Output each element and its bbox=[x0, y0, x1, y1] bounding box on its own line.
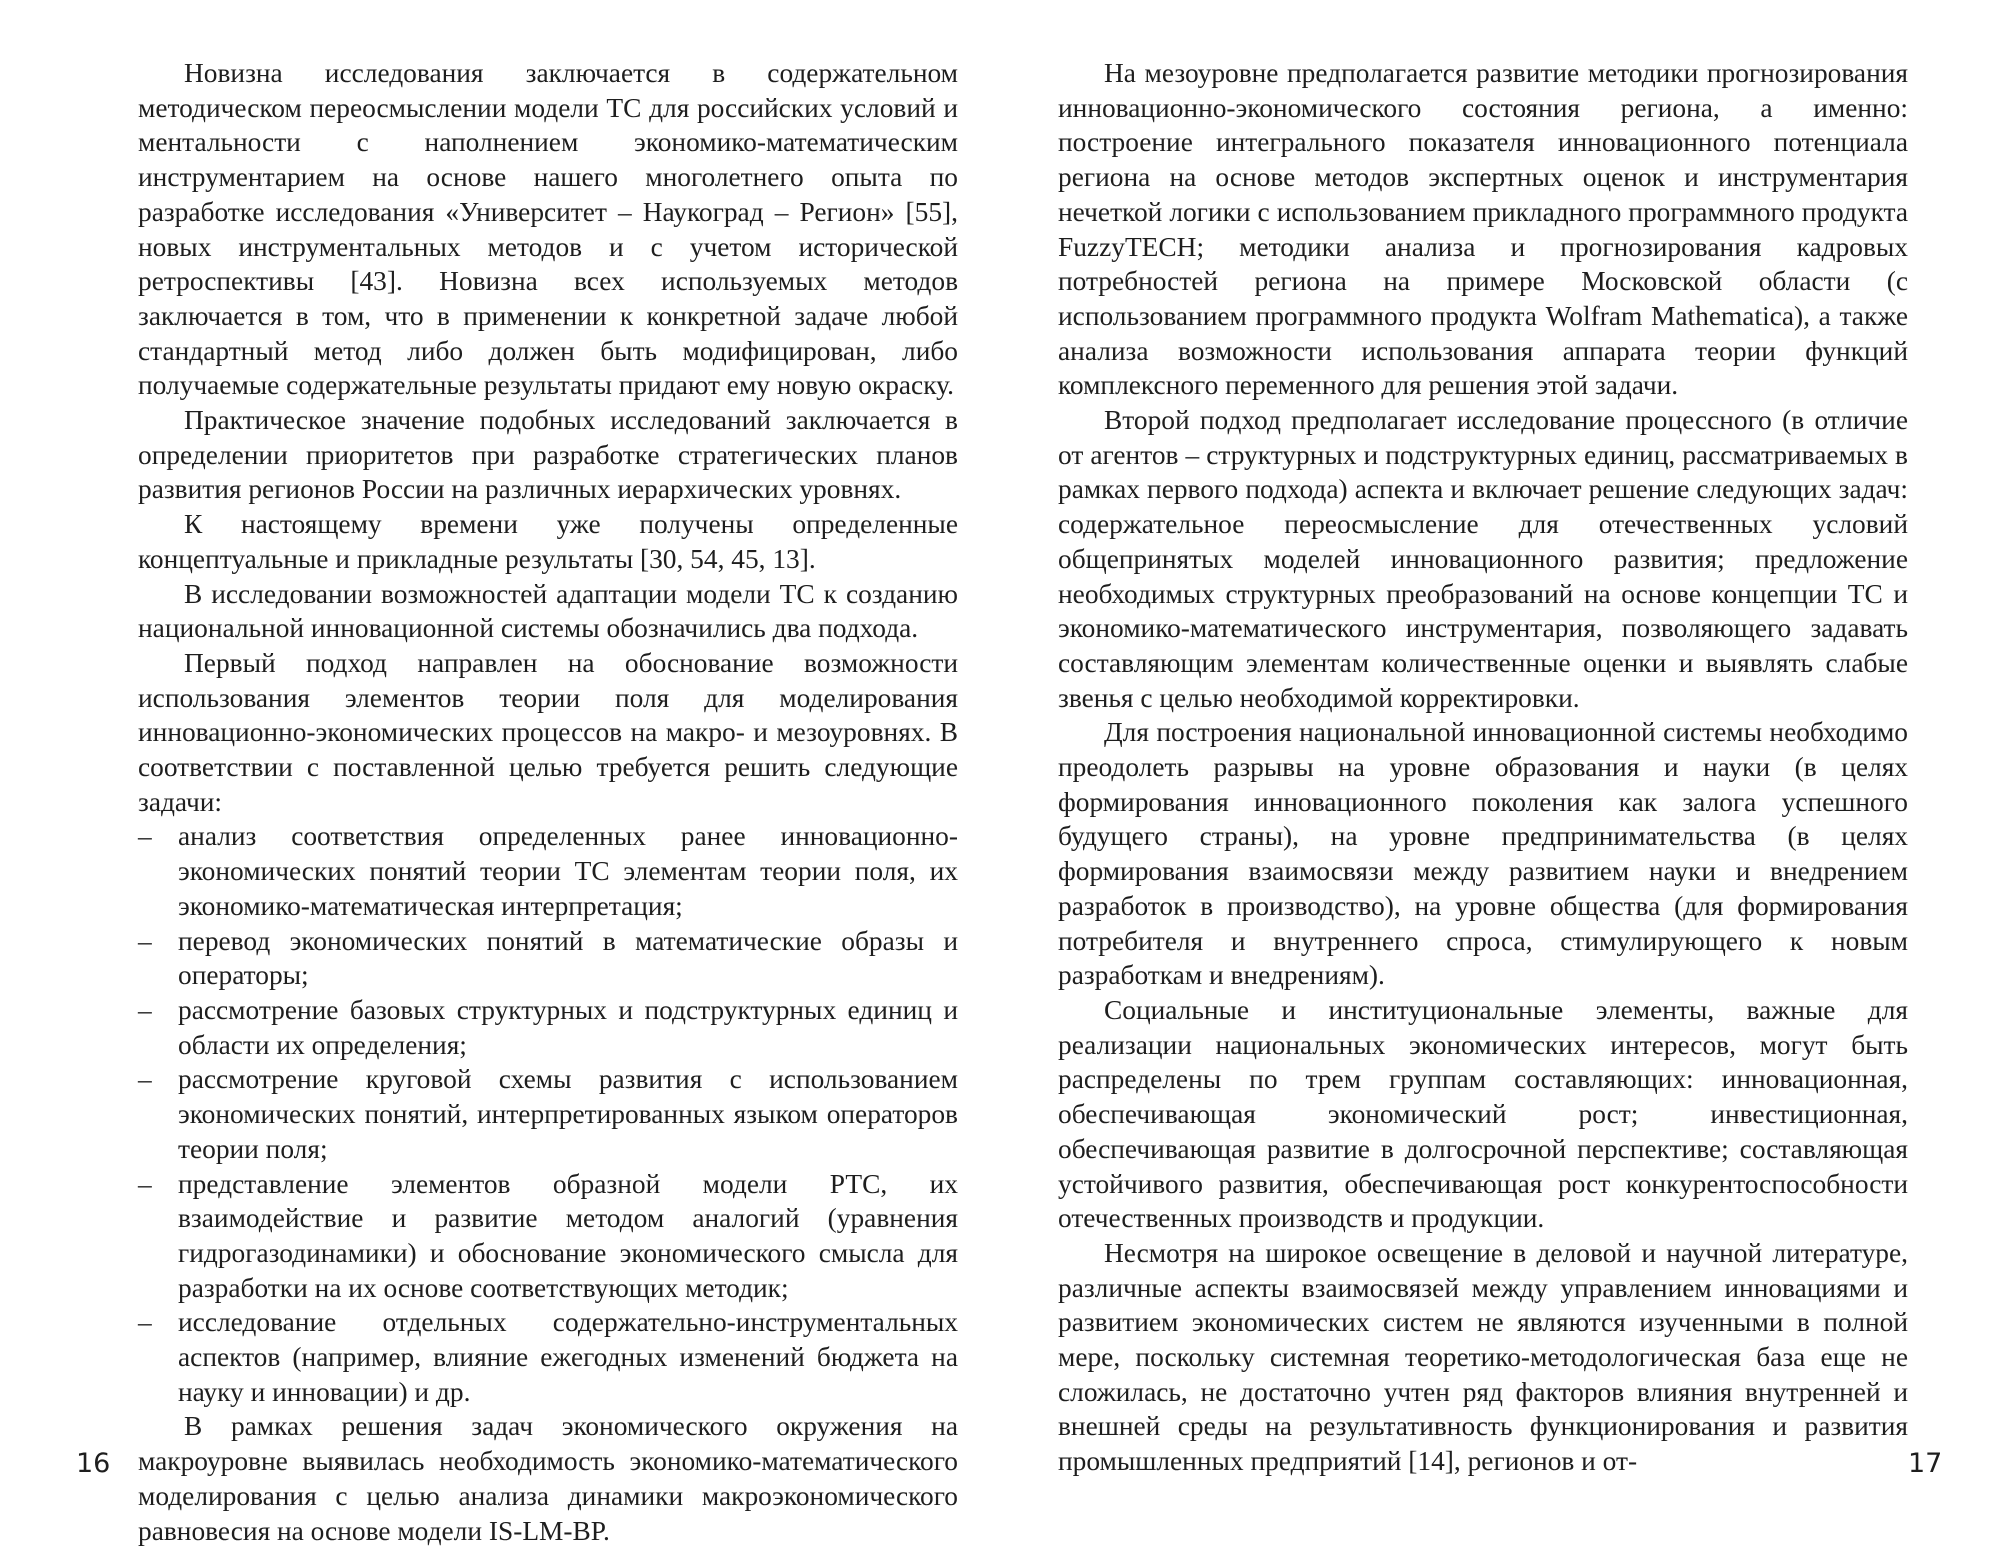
list-item: – перевод экономических понятий в математические образы и операторы; bbox=[138, 924, 958, 993]
list-item: – исследование отдельных содержательно-инструментальных аспектов (например, влияние ежегодных изменений бюджета на науку и инновации) и др. bbox=[138, 1305, 958, 1409]
right-page-text bbox=[1058, 56, 1908, 1479]
paragraph-two-approaches: В исследовании возможностей адаптации модели ТС к созданию национальной инновационной системы обозначились два подхода. bbox=[138, 578, 958, 644]
left-page bbox=[0, 0, 1000, 1546]
paragraph-national-system: Для построения национальной инновационной системы необходимо преодолеть разрывы на уровне образования и науки (в целях формирования инновационного поколения как залога успешного будущего страны), на уровне предпринимательства (в целях формирования взаимосвязи между развитием науки и внедрением разработок в производство), на уровне общества (для формирования потребителя и внутреннего спроса, стимулирующего к новым разработкам и внедрениям). bbox=[1058, 717, 1908, 991]
paragraph-first-approach: Первый подход направлен на обоснование возможности использования элементов теории поля для моделирования инновационно-экономических процессов на макро- и мезоуровнях. В соответствии с поставленной целью требуется решить следующие задачи: bbox=[138, 647, 958, 817]
list-item: – рассмотрение круговой схемы развития с использованием экономических понятий, интерпретированных языком операторов теории поля; bbox=[138, 1062, 958, 1166]
paragraph-results: К настоящему времени уже получены определенные концептуальные и прикладные результаты [30, 54, 45, 13]. bbox=[138, 509, 958, 574]
paragraph-practical-value: Практическое значение подобных исследований заключается в определении приоритетов при разработке стратегических планов развития регионов России на различных иерархических уровнях. bbox=[138, 405, 958, 505]
paragraph-macro-level: В рамках решения задач экономического окружения на макроуровне выявилась необходимость экономико-математического моделирования с целью анализа динамики макроэкономического равновесия на основе модели IS-LM-BP. bbox=[138, 1411, 958, 1546]
list-item: – анализ соответствия определенных ранее инновационно-экономических понятий теории ТС элементам теории поля, их экономико-математическая интерпретация; bbox=[138, 819, 958, 923]
paragraph-meso-level: На мезоуровне предполагается развитие методики прогнозирования инновационно-экономического состояния региона, а именно: построение интегрального показателя инновационного потенциала региона на основе методов экспертных оценок и инструментария нечеткой логики с использованием прикладного программного продукта FuzzyTECH; методики анализа и прогнозирования кадровых потребностей региона на примере Московской области (с использованием программного продукта Wolfram Mathematica), а также анализа возможности использования аппарата теории функций комплексного переменного для решения этой задачи. bbox=[1058, 58, 1908, 401]
right-page bbox=[1000, 0, 2000, 1546]
paragraph-literature: Несмотря на широкое освещение в деловой и научной литературе, различные аспекты взаимосвязей между управлением инновациями и развитием экономических систем не являются изученными в полной мере, поскольку системная теоретико-методологическая база еще не сложилась, не достаточно учтен ряд факторов влияния внутренней и внешней среды на результативность функционирования и развития промышленных предприятий [14], регионов и от- bbox=[1058, 1237, 1908, 1477]
page-number-left: 16 bbox=[76, 1448, 111, 1479]
task-list bbox=[138, 819, 958, 1409]
paragraph-novelty: Новизна исследования заключается в содержательном методическом переосмыслении модели ТС для российских условий и ментальности с наполнением экономико-математическим инструментарием на основе нашего многолетнего опыта по разработке исследования «Университет – Наукоград – Регион» [55], новых инструментальных методов и с учетом исторической ретроспективы [43]. Новизна всех используемых методов заключается в том, что в применении к конкретной задаче любой стандартный метод либо должен быть модифицирован, либо получаемые содержательные результаты придают ему новую окраску. bbox=[138, 58, 958, 401]
paragraph-second-approach: Второй подход предполагает исследование процессного (в отличие от агентов – структурных и подструктурных единиц, рассматриваемых в рамках первого подхода) аспекта и включает решение следующих задач: содержательное переосмысление для отечественных условий общепринятых моделей инновационного развития; предложение необходимых структурных преобразований на основе концепции ТС и экономико-математического инструментария, позволяющего задавать составляющим элементам количественные оценки и выявлять слабые звенья с целью необходимой корректировки. bbox=[1058, 405, 1908, 713]
list-item: – рассмотрение базовых структурных и подструктурных единиц и области их определения; bbox=[138, 993, 958, 1062]
paragraph-social-elements: Социальные и институциональные элементы, важные для реализации национальных экономических интересов, могут быть распределены по трем группам составляющих: инновационная, обеспечивающая экономический рост; инвестиционная, обеспечивающая развитие в долгосрочной перспективе; составляющая устойчивого развития, обеспечивающая рост конкурентоспособности отечественных производств и продукции. bbox=[1058, 994, 1908, 1234]
list-item: – представление элементов образной модели РТС, их взаимодействие и развитие методом аналогий (уравнения гидрогазодинамики) и обоснование экономического смысла для разработки на их основе соответствующих методик; bbox=[138, 1167, 958, 1306]
left-page-text bbox=[138, 56, 958, 1548]
page-number-right: 17 bbox=[1908, 1448, 1943, 1479]
